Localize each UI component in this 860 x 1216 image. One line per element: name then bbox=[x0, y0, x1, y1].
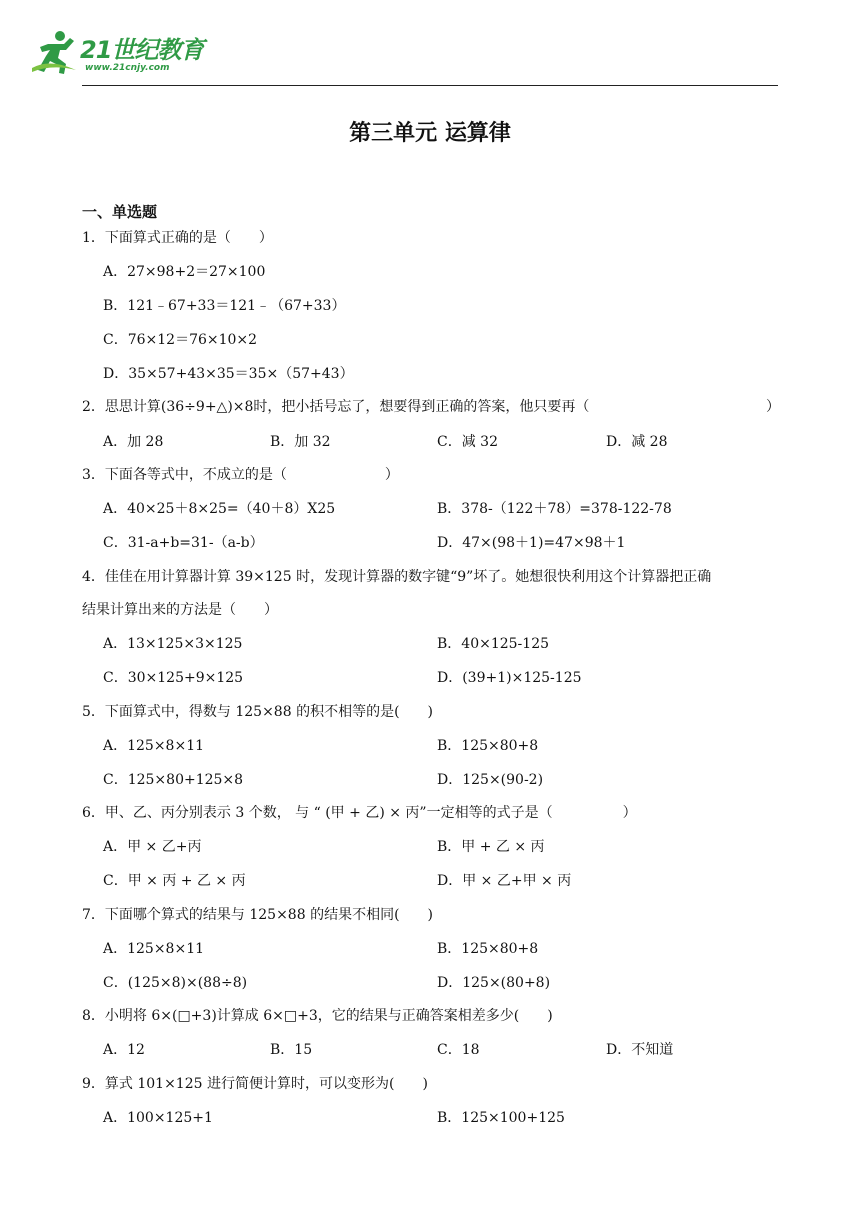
option: A．100×125+1 bbox=[103, 1110, 213, 1126]
option: D．35×57+43×35＝35×（57+43） bbox=[103, 366, 354, 382]
question-stem: 5．下面算式中，得数与 125×88 的积不相等的是( ) bbox=[82, 704, 433, 720]
option: D．不知道 bbox=[606, 1042, 674, 1058]
logo-url: www.21cnjy.com bbox=[85, 63, 170, 73]
option: A．40×25＋8×25=（40＋8）X25 bbox=[103, 501, 336, 517]
option: D．(39+1)×125-125 bbox=[437, 670, 582, 686]
option: A．125×8×11 bbox=[103, 941, 205, 957]
option: C．31-a+b=31-（a-b） bbox=[103, 535, 264, 551]
option: C．18 bbox=[437, 1042, 480, 1058]
question-stem: 7．下面哪个算式的结果与 125×88 的结果不相同( ) bbox=[82, 907, 433, 923]
runner-icon bbox=[30, 28, 82, 78]
option: A．加 28 bbox=[103, 434, 164, 450]
option: B．40×125-125 bbox=[437, 636, 550, 652]
page-header bbox=[0, 0, 860, 90]
option: D．125×(80+8) bbox=[437, 975, 551, 991]
option: B．15 bbox=[270, 1042, 313, 1058]
option: B．加 32 bbox=[270, 434, 331, 450]
option: C．减 32 bbox=[437, 434, 498, 450]
option: D．47×(98＋1)=47×98＋1 bbox=[437, 535, 626, 551]
question-stem: 6．甲、乙、丙分别表示 3 个数， 与 “ (甲 + 乙) × 丙”一定相等的式子是（ ） bbox=[82, 805, 637, 821]
option: A．125×8×11 bbox=[103, 738, 205, 754]
option: C．30×125+9×125 bbox=[103, 670, 244, 686]
option: A．27×98+2＝27×100 bbox=[103, 264, 266, 280]
question-stem: 3．下面各等式中，不成立的是（ ） bbox=[82, 467, 399, 483]
option: C．125×80+125×8 bbox=[103, 772, 244, 788]
question-stem: 4．佳佳在用计算器计算 39×125 时，发现计算器的数字键“9”坏了。她想很快利用这个计算器把正确 bbox=[82, 569, 712, 585]
question-stem-continued: 结果计算出来的方法是（ ） bbox=[82, 602, 278, 618]
question-stem: 9．算式 101×125 进行简便计算时，可以变形为( ) bbox=[82, 1076, 428, 1092]
question-stem: 8．小明将 6×(□+3)计算成 6×□+3，它的结果与正确答案相差多少( ) bbox=[82, 1008, 553, 1024]
page-title: 第三单元 运算律 bbox=[349, 121, 511, 146]
option: B．121﹣67+33＝121﹣（67+33） bbox=[103, 298, 346, 314]
option: A．12 bbox=[103, 1042, 145, 1058]
option: C．(125×8)×(88÷8) bbox=[103, 975, 248, 991]
option: B．378-（122＋78）=378-122-78 bbox=[437, 501, 672, 517]
option: D．甲 × 乙+甲 × 丙 bbox=[437, 873, 572, 889]
option: A．13×125×3×125 bbox=[103, 636, 243, 652]
option: C．甲 × 丙 + 乙 × 丙 bbox=[103, 873, 246, 889]
option: D．减 28 bbox=[606, 434, 668, 450]
option: B．甲 + 乙 × 丙 bbox=[437, 839, 545, 855]
option: C．76×12＝76×10×2 bbox=[103, 332, 258, 348]
option: B．125×80+8 bbox=[437, 941, 539, 957]
section-heading: 一、单选题 bbox=[82, 203, 158, 221]
question-stem-end: ） bbox=[766, 399, 780, 415]
logo bbox=[30, 28, 204, 80]
option: B．125×100+125 bbox=[437, 1110, 565, 1126]
logo-text: 21世纪教育 bbox=[80, 36, 204, 64]
header-divider bbox=[82, 85, 778, 86]
question-stem: 2．思思计算(36÷9+△)×8时，把小括号忘了，想要得到正确的答案，他只要再（ bbox=[82, 399, 590, 415]
option: D．125×(90-2) bbox=[437, 772, 544, 788]
question-stem: 1．下面算式正确的是（ ） bbox=[82, 230, 273, 246]
option: B．125×80+8 bbox=[437, 738, 539, 754]
option: A．甲 × 乙+丙 bbox=[103, 839, 202, 855]
